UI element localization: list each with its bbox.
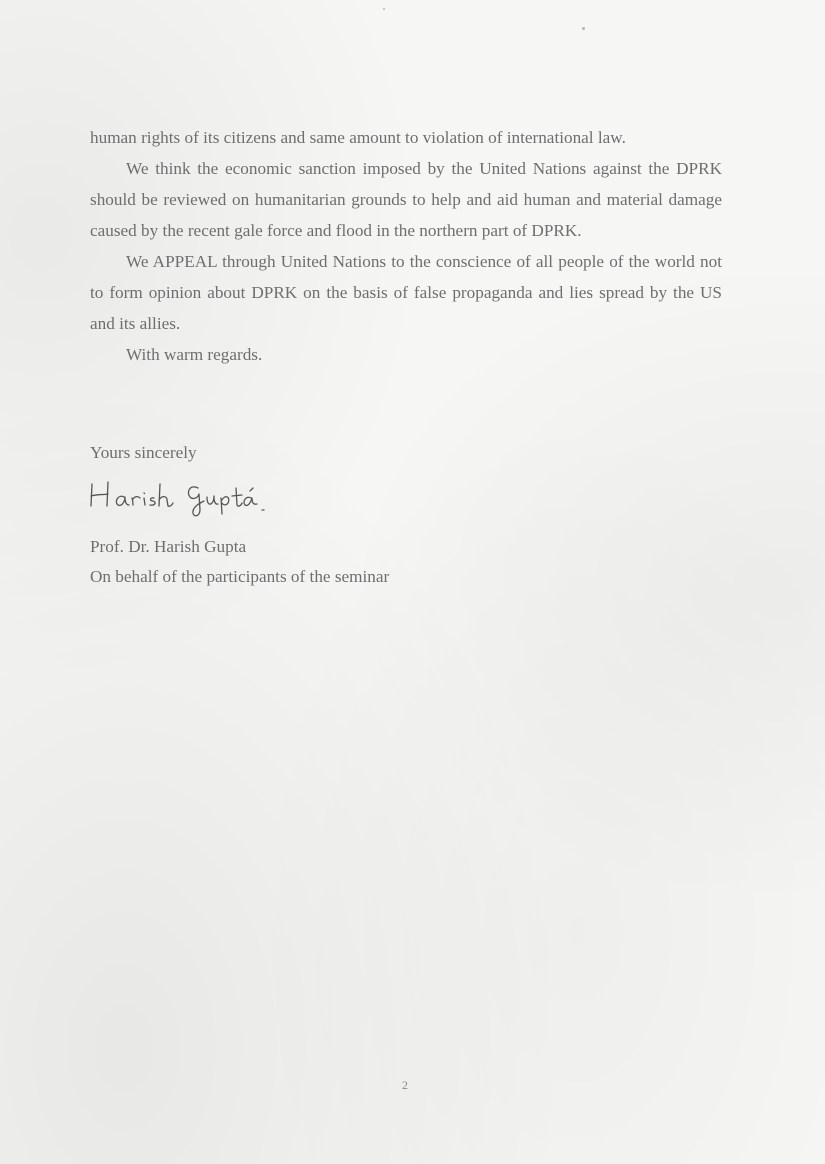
scan-speck bbox=[582, 27, 585, 30]
paragraph-sanction-review: We think the economic sanction imposed by the United Nations against the DPRK should be reviewed on humanitarian grounds to help and aid human and material damage caused by the recent gale force and flood in the northern part of DPRK. bbox=[90, 159, 722, 240]
paragraph-regards: With warm regards. bbox=[126, 345, 263, 364]
paragraph-continuation: human rights of its citizens and same amount to violation of international law. bbox=[90, 128, 626, 147]
signer-name: Prof. Dr. Harish Gupta bbox=[90, 537, 247, 556]
closing-salutation: Yours sincerely bbox=[90, 443, 197, 462]
handwritten-signature bbox=[86, 470, 346, 520]
scan-speck bbox=[383, 8, 385, 10]
signer-role: On behalf of the participants of the seminar bbox=[90, 567, 390, 586]
letter-body bbox=[90, 122, 722, 370]
page-number: 2 bbox=[402, 1078, 408, 1092]
signer-block bbox=[90, 532, 389, 592]
paragraph-appeal: We APPEAL through United Nations to the conscience of all people of the world not to form opinion about DPRK on the basis of false propaganda and lies spread by the US and its allies. bbox=[90, 252, 722, 333]
